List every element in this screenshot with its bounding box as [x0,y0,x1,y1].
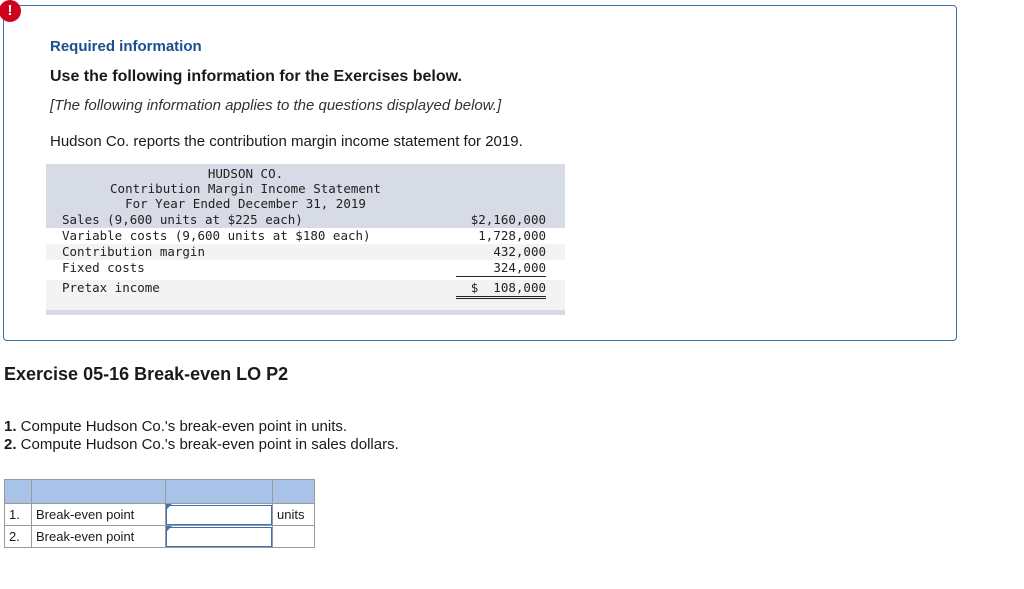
row-label: Break-even point [32,526,166,548]
exercise-title: Exercise 05-16 Break-even LO P2 [4,364,289,384]
intro-text: Hudson Co. reports the contribution margin income statement for 2019. [50,133,523,150]
statement-row-contribution-margin [46,244,565,260]
statement-title: Contribution Margin Income Statement [110,181,381,196]
statement-row-variable-costs [46,228,565,244]
row-amount: 1,728,000 [456,228,546,245]
question-2 [4,436,399,453]
header-cell [32,480,166,504]
row-label: Pretax income [62,280,160,295]
answer-cell [166,526,273,548]
answer-table-header [5,480,315,504]
row-amount: 324,000 [456,260,546,277]
answer-cell [166,504,273,526]
statement-period: For Year Ended December 31, 2019 [125,196,366,211]
question-1-number: 1. [4,418,17,435]
statement-company: HUDSON CO. [207,166,284,181]
row-amount: $ 108,000 [456,280,546,299]
statement-row-fixed-costs [46,260,565,276]
row-label: Contribution margin [62,244,205,259]
row-amount: $2,160,000 [470,212,546,227]
row-label: Sales (9,600 units at $225 each) [62,212,303,227]
input-corner-marker [166,526,172,532]
row-number: 2. [5,526,32,548]
required-info-title: Required information [50,38,202,55]
unit-label [273,526,315,548]
question-2-text: Compute Hudson Co.'s break-even point in sales dollars. [16,436,399,453]
row-label: Break-even point [32,504,166,526]
header-cell [166,480,273,504]
question-2-number: 2. [4,436,17,453]
question-1-text: Compute Hudson Co.'s break-even point in units. [16,418,348,435]
unit-label: units [273,504,315,526]
row-label: Fixed costs [62,260,145,275]
applies-note: [The following information applies to the questions displayed below.] [50,97,502,114]
row-number: 1. [5,504,32,526]
answer-table [4,479,315,548]
answer-row-1 [5,504,315,526]
header-cell [273,480,315,504]
exclamation-icon: ! [0,0,21,22]
break-even-units-input[interactable] [166,505,272,525]
header-cell [5,480,32,504]
row-amount: 432,000 [493,244,546,259]
break-even-dollars-input[interactable] [166,527,272,547]
statement-header [46,164,565,212]
input-corner-marker [166,504,172,510]
question-1 [4,418,347,435]
row-label: Variable costs (9,600 units at $180 each) [62,228,371,243]
use-info-heading: Use the following information for the Exercises below. [50,68,462,85]
income-statement [46,164,565,315]
statement-bottom-bar [46,310,565,315]
statement-row-sales [46,212,565,228]
statement-row-pretax-income [46,280,565,296]
answer-row-2 [5,526,315,548]
